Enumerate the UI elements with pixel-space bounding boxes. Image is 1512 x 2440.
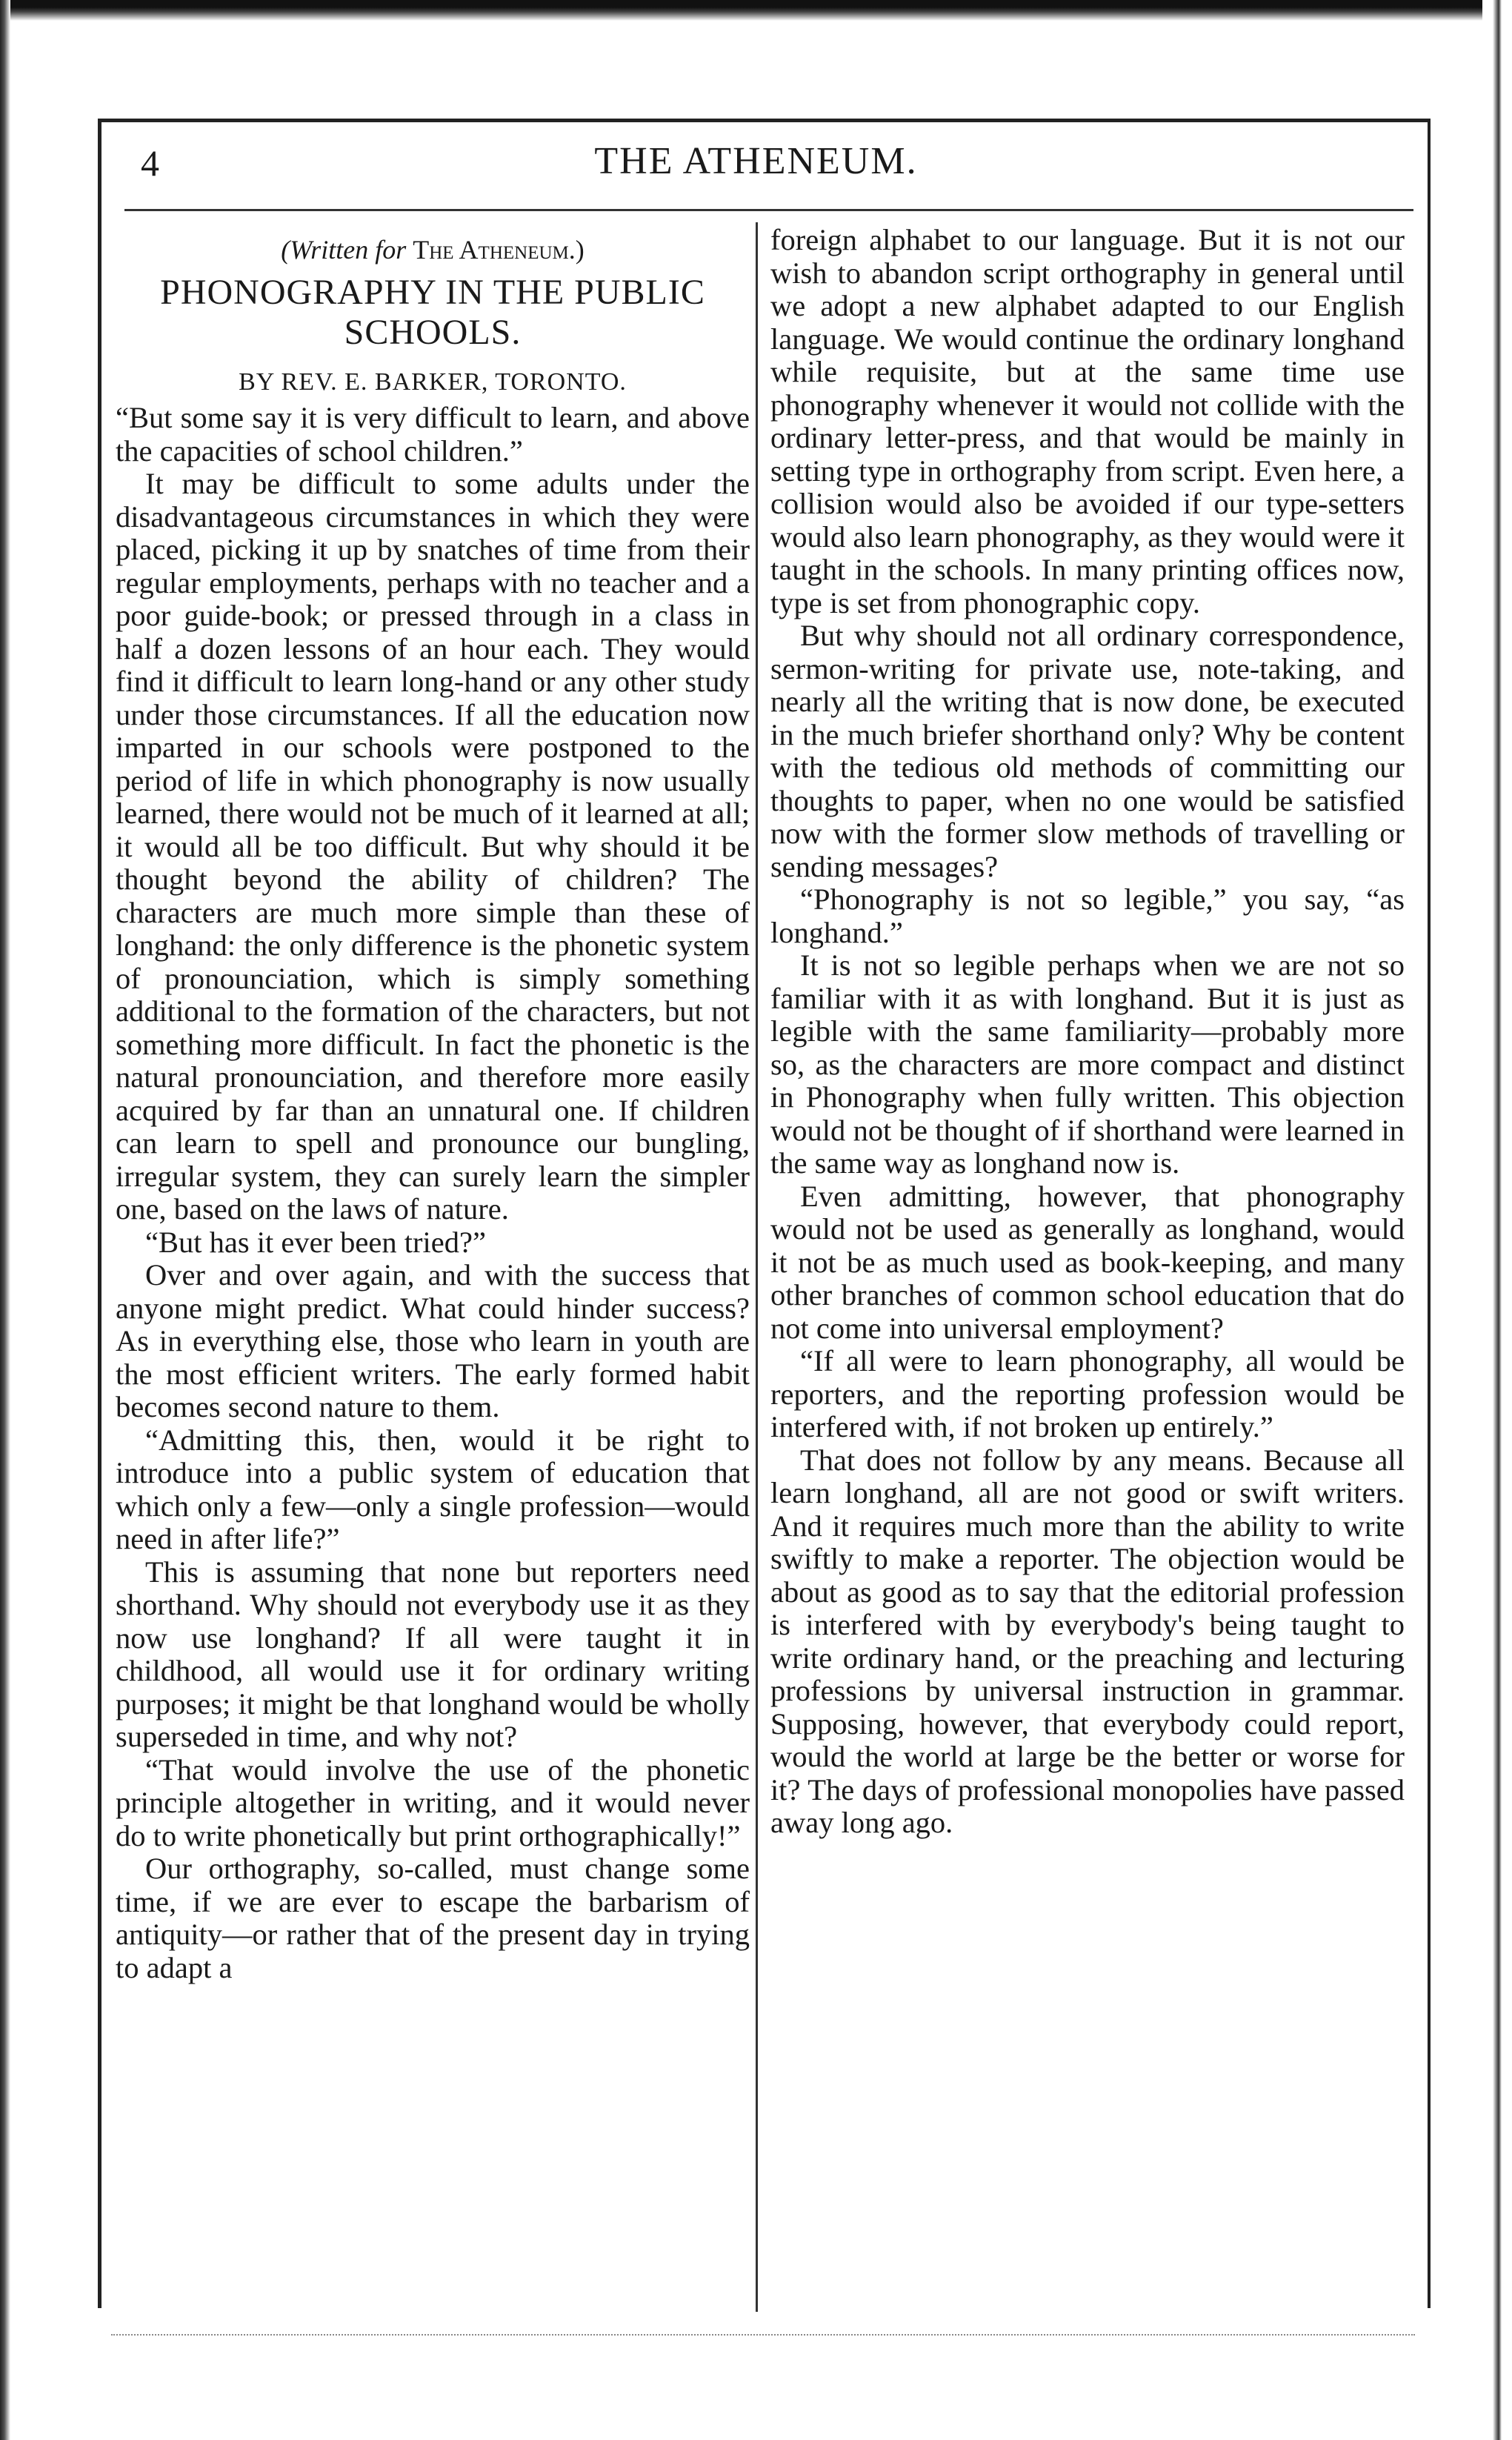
- header-rule: [124, 209, 1413, 211]
- paragraph-right-4: It is not so legible perhaps when we are not so familiar with it as with longhand. But it is just as legible with the same familiarity—probably more so, as the characters are more compact and distinct in Phonography when fully written. This objection would not be thought of if shorthand were learned in the same way as longhand now is.: [770, 948, 1405, 1180]
- column-divider: [756, 222, 758, 2312]
- written-for-note: [116, 233, 750, 267]
- paragraph-right-2: But why should not all ordinary correspondence, sermon-writing for private use, note-taking, and nearly all the writing that is now done, be executed in the much briefer shorthand only? Why be content with the tedious old methods of committing our thoughts to paper, when no one would be satisfied now with the former slow methods of travelling or sending messages?: [770, 619, 1405, 883]
- left-column: [116, 224, 750, 1984]
- paragraph-right-3: “Phonography is not so legible,” you say, “as longhand.”: [770, 882, 1405, 949]
- paragraph-left-3: “But has it ever been tried?”: [145, 1225, 486, 1259]
- scan-edge-top: [0, 0, 1512, 21]
- paragraph-left-2: It may be difficult to some adults under the disadvantageous circumstances in which they were placed, picking it up by snatches of time from their regular employments, perhaps with no teacher and a poor guide-book; or pressed through in a class in half a dozen lessons of an hour each. They would find it difficult to learn long-hand or any other study under those circumstances. If all the education now imparted in our schools were postponed to the period of life in which phonography is now usually learned, there would not be much of it learned at all; it would all be too difficult. But why should it be thought beyond the ability of children? The characters are much more simple than these of longhand: the only difference is the phonetic system of pronounciation, which is simply something additional to the formation of the characters, but not something more difficult. In fact the phonetic is the natural pronounciation, and therefore more easily acquired by far than an unnatural one. If children can learn to spell and pronounce our bungling, irregular system, they can surely learn the simpler one, based on the laws of nature.: [116, 467, 750, 1226]
- paragraph-left-7: “That would involve the use of the phonetic principle altogether in writing, and it would never do to write phonetically but print orthographically!”: [116, 1752, 750, 1852]
- paragraph-right-7: That does not follow by any means. Because all learn longhand, all are not good or swift writers. And it requires much more than the ability to write swiftly to make a reporter. The objection would be about as good as to say that the editorial profession is interfered with by everybody's being taught to write ordinary hand, or the preaching and lecturing professions by universal instruction in grammar. Supposing, however, that everybody could report, would the world at large be the better or worse for it? The days of professional monopolies have passed away long ago.: [770, 1443, 1405, 1839]
- scan-bottom-specks: [111, 2334, 1415, 2340]
- paragraph-right-1: foreign alphabet to our language. But it is not our wish to abandon script orthography in general until we adopt a new alphabet adapted to our English language. We would continue the ordinary longhand while requisite, but at the same time use phonography whenever it would not collide with the ordinary letter-press, and that would be mainly in setting type in orthography from script. Even here, a collision would also be avoided if our type-setters would also learn phonography, as they would were it taught in the schools. In many printing offices now, type is set from phonographic copy.: [770, 223, 1405, 619]
- right-column: [770, 224, 1405, 1840]
- paragraph-left-1: “But some say it is very difficult to learn, and above the capacities of school children.”: [116, 401, 750, 468]
- written-for-publication: The Atheneum: [413, 235, 569, 265]
- scan-edge-left: [0, 0, 10, 2440]
- scan-edge-right: [1482, 0, 1512, 2440]
- article-title: PHONOGRAPHY IN THE PUBLIC SCHOOLS.: [160, 273, 705, 352]
- paragraph-left-5: “Admitting this, then, would it be right to introduce into a public system of education that which only a few—only a single profession—would need in after life?”: [116, 1423, 750, 1555]
- paragraph-left-8: Our orthography, so-called, must change some time, if we are ever to escape the barbarism of antiquity—or rather that of the present day in trying to adapt a: [116, 1852, 750, 1984]
- paragraph-left-6: This is assuming that none but reporters need shorthand. Why should not everybody use it as they now use longhand? If all were taught it in childhood, all would use it for ordinary writing purposes; it might be that longhand would be wholly superseded in time, and why not?: [116, 1555, 750, 1753]
- masthead-title: THE ATHENEUM.: [594, 140, 918, 182]
- paragraph-right-6: “If all were to learn phonography, all would be reporters, and the reporting profession would be interfered with, if not broken up entirely.”: [770, 1344, 1405, 1443]
- written-for-prefix: (Written for: [281, 235, 413, 265]
- page-number: 4: [141, 142, 159, 184]
- written-for-suffix: .): [568, 235, 585, 265]
- article-author: BY REV. E. BARKER, TORONTO.: [239, 368, 627, 396]
- paragraph-right-5: Even admitting, however, that phonography would not be used as generally as longhand, would it not be as much used as book-keeping, and many other branches of common school education that do not come into universal employment?: [770, 1179, 1405, 1345]
- paragraph-left-4: Over and over again, and with the success that anyone might predict. What could hinder success? As in everything else, those who learn in youth are the most efficient writers. The early formed habit becomes second nature to them.: [116, 1258, 750, 1423]
